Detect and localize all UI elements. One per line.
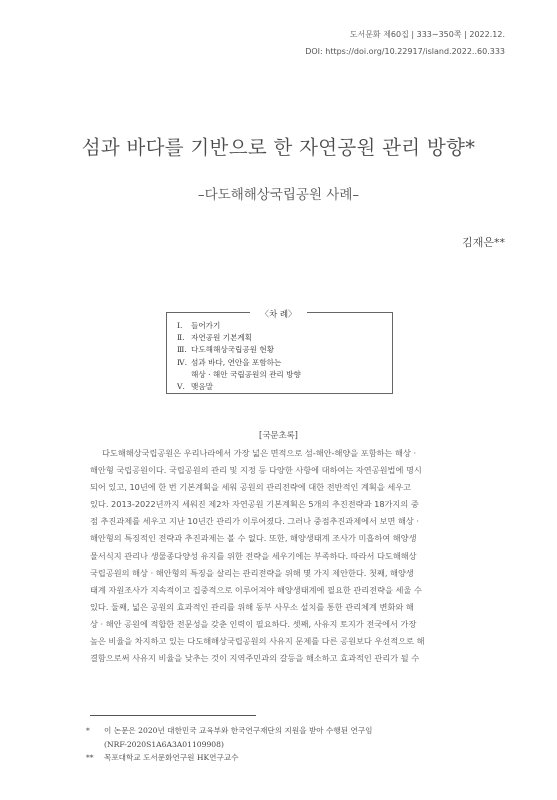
footnotes [86, 724, 372, 765]
footnote: ** 목포대학교 도서문화연구원 HK연구교수 [86, 753, 239, 762]
abstract-line: 국립공원의 해상 · 해안형의 특징을 살리는 관리전략을 위해 몇 가지 제안한다. 첫째, 해양생 [90, 567, 414, 578]
author-name: 김재은** [462, 236, 505, 249]
abstract-line: 결함으로써 사유지 비율을 낮추는 것이 지역주민과의 갈등을 해소하고 효과적인 관리가 될 수 [90, 653, 420, 664]
doi-line: DOI: https://doi.org/10.22917/island.2022..60.333 [305, 47, 505, 56]
toc-item: Ⅰ. 들어가기 [177, 321, 221, 330]
paper-title: 섬과 바다를 기반으로 한 자연공원 관리 방향* [81, 136, 476, 159]
footnote-divider [90, 715, 256, 716]
toc-list [177, 320, 301, 393]
toc-item: Ⅳ. 섬과 바다, 연안을 포함하는 [177, 357, 282, 367]
paper-subtitle: –다도해해상국립공원 사례– [197, 187, 360, 203]
abstract-line: 되어 있고, 10년에 한 번 기본계획을 세워 공원의 관리전략에 대한 전반적인 계획을 세우고 [90, 482, 412, 493]
toc-item: Ⅱ. 자연공원 기본계획 [177, 333, 253, 343]
footnote: * 이 논문은 2020년 대한민국 교육부와 한국연구재단의 지원을 받아 수행된 연구임 [86, 726, 373, 735]
toc-item: Ⅴ. 맺음말 [177, 382, 214, 392]
abstract-line: 해안형의 특징적인 전략과 추진과제는 볼 수 없다. 또한, 해양생태계 조사가 미흡하여 해양생 [90, 533, 417, 544]
footnote: (NRF-2020S1A6A3A01109908) [104, 739, 224, 749]
abstract-heading: [국문초록] [259, 430, 298, 440]
abstract-line: 다도해해상국립공원은 우리나라에서 가장 넓은 면적으로 섬-해안-해양을 포함하는 해상 · [102, 448, 417, 458]
toc-item: 해상 · 해안 국립공원의 관리 방향 [191, 369, 301, 379]
abstract-line: 점 추진과제를 세우고 지난 10년간 관리가 이루어졌다. 그러나 중점추진과제에서 보면 해상 · [90, 516, 419, 527]
abstract-line: 있다. 2013-2022년까지 세워진 제2차 자연공원 기본계획은 5개의 추진전략과 18가지의 중 [90, 499, 419, 510]
abstract-body [90, 445, 470, 667]
journal-info: 도서문화 제60집 | 333∼350쪽 | 2022.12. [349, 30, 505, 39]
abstract-line: 물서식지 관리나 생물종다양성 유지를 위한 전략을 세우기에는 부족하다. 따라서 다도해해상 [90, 550, 417, 561]
abstract-line: 높은 비율을 차지하고 있는 다도해해상국립공원의 사유지 문제를 다른 공원보다 우선적으로 해 [90, 636, 425, 647]
toc-heading: 〈차 례〉 [0, 302, 557, 321]
abstract-line: 태계 자원조사가 지속적이고 집중적으로 이루어져야 해양생태계에 필요한 관리전략을 세울 수 [90, 584, 422, 595]
toc-item: Ⅲ. 다도해해상국립공원 현황 [177, 345, 275, 355]
abstract-line: 해안형 국립공원이다. 국립공원의 관리 및 지정 등 다양한 사항에 대하여는 자연공원법에 명시 [90, 465, 422, 476]
abstract-line: 있다. 둘째, 넓은 공원의 효과적인 관리를 위해 동부 사무소 설치를 통한 관리체계 변화와 해 [90, 601, 414, 612]
abstract-line: 상 · 해안 공원에 적합한 전문성을 갖춘 인력이 필요하다. 셋째, 사유지 토지가 전국에서 가장 [90, 618, 417, 629]
